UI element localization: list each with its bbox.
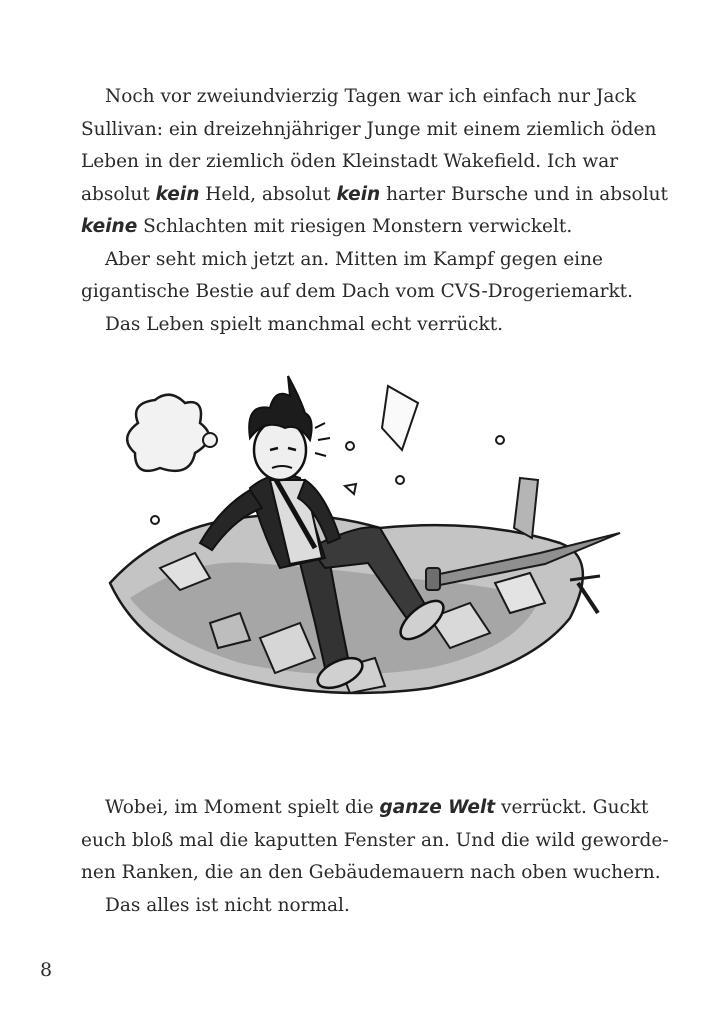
text-span: euch bloß mal die kaputten Fenster an. Und die wild geworde- (81, 829, 669, 851)
emphasized-text: keine (81, 216, 138, 237)
emphasized-text: ganze Welt (379, 797, 496, 818)
text-span: absolut (81, 183, 156, 205)
text-span: Aber seht mich jetzt an. Mitten im Kampf gegen eine (105, 248, 603, 270)
text-block-bottom (81, 792, 669, 922)
text-span: Noch vor zweiundvierzig Tagen war ich einfach nur Jack (105, 86, 637, 107)
text-span: Schlachten mit riesigen Monstern verwickelt. (137, 216, 573, 237)
text-line (81, 179, 668, 212)
text-span: gigantische Bestie auf dem Dach vom CVS-Drogeriemarkt. (81, 281, 634, 302)
text-span: harter Bursche und in absolut (380, 183, 668, 205)
text-line (81, 114, 657, 147)
text-line (81, 276, 641, 309)
page-number: 8 (40, 959, 53, 981)
text-line (81, 890, 641, 923)
text-line (81, 309, 641, 342)
text-span: Sullivan: ein dreizehnjähriger Junge mit einem ziemlich öden (81, 118, 657, 140)
text-span: Wobei, im Moment spielt die (105, 797, 380, 818)
text-span: Held, absolut (199, 183, 337, 205)
text-line (81, 81, 641, 114)
text-line (81, 244, 641, 277)
boy-on-rubble-illustration (100, 368, 630, 713)
text-span: nen Ranken, die an den Gebäudemauern nach oben wuchern. (81, 862, 661, 883)
text-line (81, 211, 641, 244)
text-line (81, 146, 641, 179)
text-block-top (81, 81, 668, 341)
text-line (81, 825, 669, 858)
text-span: Das Leben spielt manchmal echt verrückt. (105, 313, 504, 335)
text-span: verrückt. Guckt (495, 797, 649, 818)
text-span: Das alles ist nicht normal. (105, 894, 350, 916)
emphasized-text: kein (336, 183, 381, 205)
text-line (81, 792, 649, 825)
text-line (81, 857, 661, 890)
text-span: Leben in der ziemlich öden Kleinstadt Wakefield. Ich war (81, 151, 619, 172)
emphasized-text: kein (155, 183, 200, 205)
